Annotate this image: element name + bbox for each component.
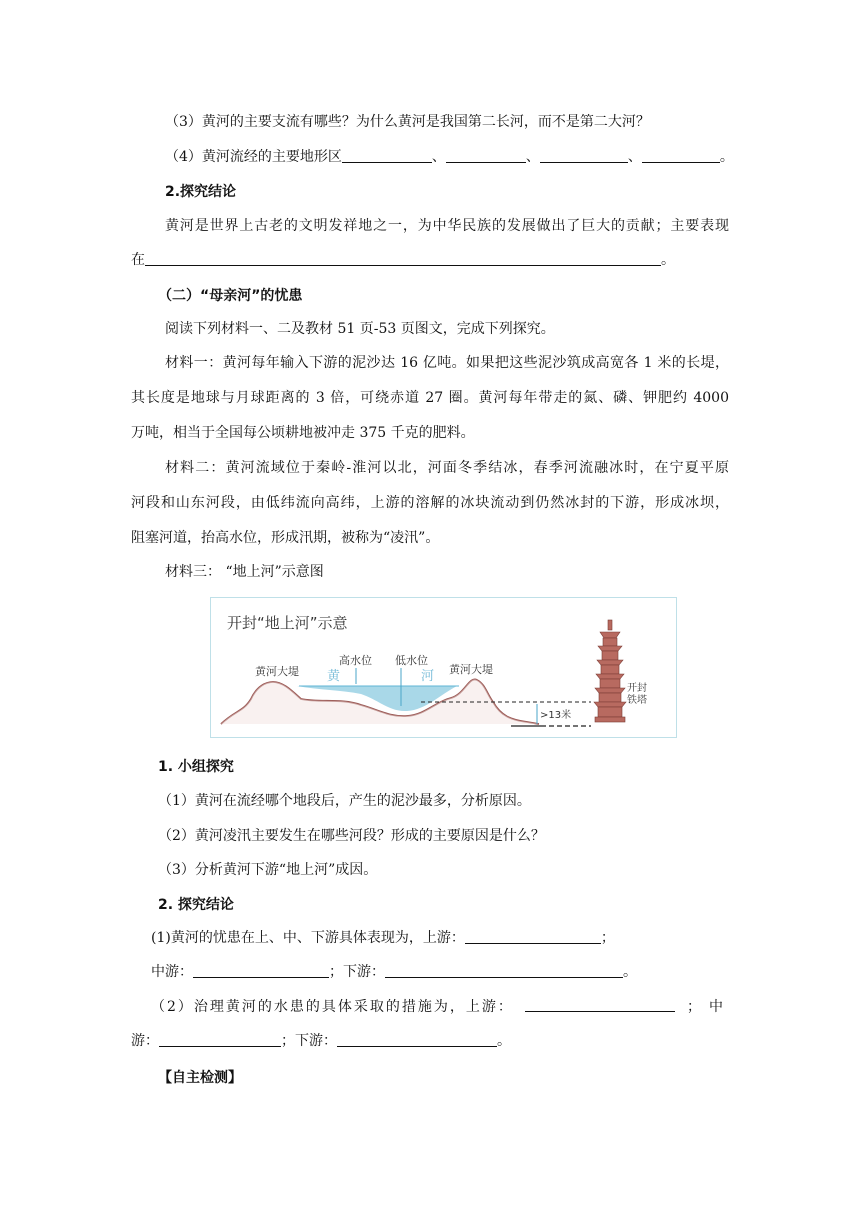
separator: 、 [627,149,642,165]
low-water-label: 低水位 [395,654,428,667]
lower-reach-blank[interactable] [385,963,623,978]
middle-reach-label: 中游： [151,964,193,980]
elevated-river-diagram [210,597,677,738]
middle-measure-blank[interactable] [159,1032,281,1047]
material-2-line3: 阻塞河道，抬高水位，形成汛期，被称为“凌汛”。 [131,530,440,546]
period: 。 [497,1033,511,1049]
semicolon: ； [600,930,615,946]
left-levee-label: 黄河大堤 [255,665,299,678]
group-question-3: （3）分析黄河下游“地上河”成因。 [158,862,378,878]
lower-reach-label: ；下游： [329,964,385,980]
measures-continue: ；中 [687,999,731,1015]
concern-line1 [151,928,615,948]
group-question-2: （2）黄河凌汛主要发生在哪些河段？形成的主要原因是什么？ [158,828,545,844]
period: 。 [719,149,734,165]
middle-reach-blank[interactable] [193,963,329,978]
question-4-text: （4）黄河流经的主要地形区 [165,149,342,165]
height-label: >13米 [540,710,572,721]
tower-label-iron-tower: 铁塔 [627,695,647,706]
material-1-line2: 其长度是地球与月球距离的 3 倍，可绕赤道 27 圈。黄河每年带走的氮、磷、钾肥约 4000 [131,390,729,406]
tower-label-kaifeng: 开封 [627,683,647,694]
conclusion-heading: 2.探究结论 [165,184,237,200]
self-test-heading: 【自主检测】 [158,1070,242,1086]
diagram-canvas [211,598,676,737]
answer-blank[interactable] [145,251,661,266]
separator: 、 [525,149,540,165]
diagram-title: 开封“地上河”示意 [227,614,348,632]
upper-reach-blank[interactable] [465,929,601,944]
measures-line2 [131,1031,511,1051]
conclusion-text-line1: 黄河是世界上古老的文明发祥地之一，为中华民族的发展做出了巨大的贡献；主要表现 [165,218,729,234]
lower-measure-label: ；下游： [281,1033,337,1049]
lower-measure-blank[interactable] [337,1032,497,1047]
upper-measure-blank[interactable] [525,997,675,1012]
right-levee-label: 黄河大堤 [449,663,493,676]
high-water-label: 高水位 [339,654,372,667]
section-heading-mother-river: （二）“母亲河”的忧患 [158,288,303,304]
period: 。 [623,964,637,980]
concern-text: (1)黄河的忧患在上、中、下游具体表现为，上游： [151,930,465,946]
material-2-line1: 材料二：黄河流域位于秦岭-淮河以北，河面冬季结冰，春季河流融冰时，在宁夏平原 [165,460,729,476]
text-prefix: 在 [131,252,145,268]
group-question-1: （1）黄河在流经哪个地段后，产生的泥沙最多，分析原因。 [158,793,531,809]
kaifeng-iron-tower-icon [594,620,626,722]
conclusion-text-line2 [131,250,675,270]
group-inquiry-heading: 1. 小组探究 [158,759,234,775]
separator: 、 [431,149,446,165]
material-3-caption: 材料三： “地上河”示意图 [165,564,324,580]
measures-text: （2）治理黄河的水患的具体采取的措施为，上游： [151,999,514,1015]
measures-line1 [151,997,731,1017]
river-char-he: 河 [421,669,435,684]
period: 。 [661,252,675,268]
conclusion-2-heading: 2. 探究结论 [158,897,234,913]
material-1-line1: 材料一：黄河每年输入下游的泥沙达 16 亿吨。如果把这些泥沙筑成高宽各 1 米的长堤， [165,355,729,371]
middle-measure-label: 游： [131,1033,159,1049]
question-3-tributaries: （3）黄河的主要支流有哪些？为什么黄河是我国第二长河，而不是第二大河？ [165,114,650,130]
material-1-line3: 万吨，相当于全国每公顷耕地被冲走 375 千克的肥料。 [131,425,475,441]
question-4-landforms [165,147,734,167]
concern-line2 [151,962,637,982]
answer-blank[interactable] [540,148,628,163]
reading-instruction: 阅读下列材料一、二及教材 51 页-53 页图文，完成下列探究。 [165,321,555,337]
answer-blank[interactable] [446,148,526,163]
river-char-huang: 黄 [327,669,341,684]
material-2-line2: 河段和山东河段，由低纬流向高纬，上游的溶解的冰块流动到仍然冰封的下游，形成冰坝， [131,495,729,511]
answer-blank[interactable] [342,148,432,163]
answer-blank[interactable] [642,148,720,163]
